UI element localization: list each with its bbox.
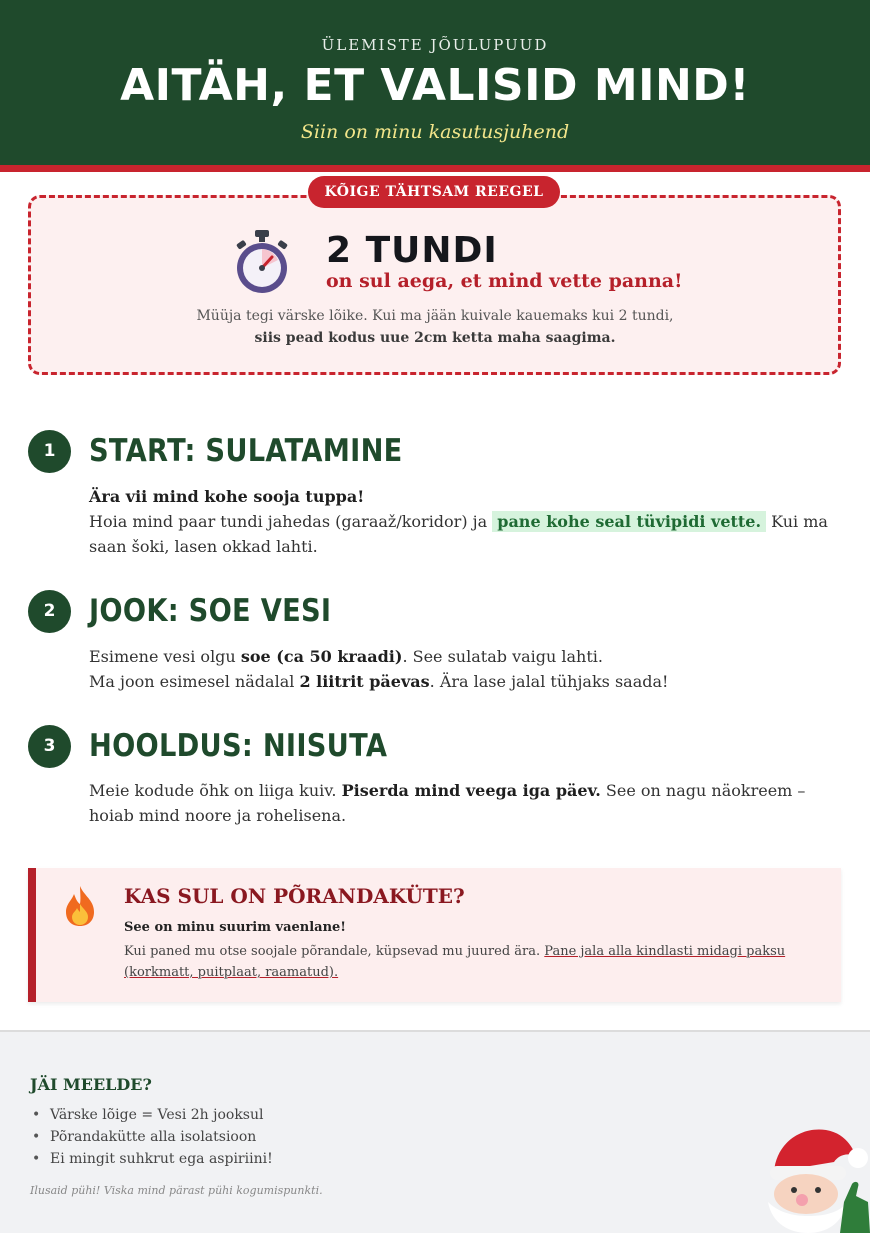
step-3-body <box>89 778 849 828</box>
fire-icon <box>62 884 98 928</box>
brand-name: ÜLEMISTE JÕULUPUUD <box>321 36 549 54</box>
list-item: • Ei mingit suhkrut ega aspiriini! <box>30 1148 273 1170</box>
rule-title: 2 TUNDI <box>326 230 498 271</box>
page-header <box>0 0 870 172</box>
page-title: AITÄH, ET VALISID MIND! <box>120 60 750 111</box>
list-item: • Põrandakütte alla isolatsioon <box>30 1126 273 1148</box>
step-3-number: 3 <box>28 725 71 768</box>
step-2-line2-a: Ma joon esimesel nädalal <box>89 672 295 691</box>
step-3-title: HOOLDUS: NIISUTA <box>89 728 388 764</box>
page-subtitle: Siin on minu kasutusjuhend <box>300 121 570 143</box>
step-3-bold: Piserda mind veega iga päev. <box>341 781 601 800</box>
step-1-body <box>89 484 849 559</box>
reminder-list <box>30 1104 273 1170</box>
rule-text: Müüja tegi värske lõike. Kui ma jään kuivale kauemaks kui 2 tundi, <box>196 308 674 324</box>
warning-text <box>124 941 824 983</box>
step-3-text-b: See on nagu näokreem – hoiab mind noore ja rohelisena. <box>89 781 806 825</box>
warning-body: Kui paned mu otse soojale põrandale, küpsevad mu juured ära. <box>124 944 541 959</box>
step-1-text-a: Hoia mind paar tundi jahedas (garaaž/koridor) ja <box>89 512 488 531</box>
rule-subtitle: on sul aega, et mind vette panna! <box>326 270 683 292</box>
step-1-highlight: pane kohe seal tüvipidi vette. <box>492 511 766 532</box>
reminder-title: JÄI MEELDE? <box>30 1075 152 1094</box>
step-2-line2-bold: 2 liitrit päevas <box>299 672 430 691</box>
warning-underlined: Pane jala alla kindlasti midagi paksu (korkmatt, puitplaat, raamatud). <box>124 944 786 980</box>
step-2-line1-b: . See sulatab vaigu lahti. <box>402 647 603 666</box>
step-1-title: START: SULATAMINE <box>89 433 403 469</box>
stopwatch-icon <box>233 228 291 296</box>
rule-description <box>60 305 810 349</box>
step-2-line2-b: . Ära lase jalal tühjaks saada! <box>429 672 669 691</box>
step-2-body <box>89 644 849 694</box>
rule-text-bold: siis pead kodus uue 2cm ketta maha saagima. <box>254 330 616 346</box>
rule-tag: KÕIGE TÄHTSAM REEGEL <box>308 176 560 208</box>
santa-icon <box>760 1122 870 1233</box>
step-1-number: 1 <box>28 430 71 473</box>
step-2-line1-a: Esimene vesi olgu <box>89 647 236 666</box>
step-2-line1-bold: soe (ca 50 kraadi) <box>240 647 403 666</box>
step-2-number: 2 <box>28 590 71 633</box>
goodbye-note: Ilusaid pühi! Viska mind pärast pühi kogumispunkti. <box>30 1184 323 1197</box>
list-item: • Värske lõige = Vesi 2h jooksul <box>30 1104 273 1126</box>
step-1-text-b: Kui ma saan šoki, lasen okkad lahti. <box>89 512 828 556</box>
step-2-title: JOOK: SOE VESI <box>89 593 332 629</box>
step-1-lead: Ära vii mind kohe sooja tuppa! <box>89 487 365 506</box>
warning-lead: See on minu suurim vaenlane! <box>124 920 347 935</box>
warning-title: KAS SUL ON PÕRANDAKÜTE? <box>124 884 465 908</box>
step-3-text-a: Meie kodude õhk on liiga kuiv. <box>89 781 337 800</box>
